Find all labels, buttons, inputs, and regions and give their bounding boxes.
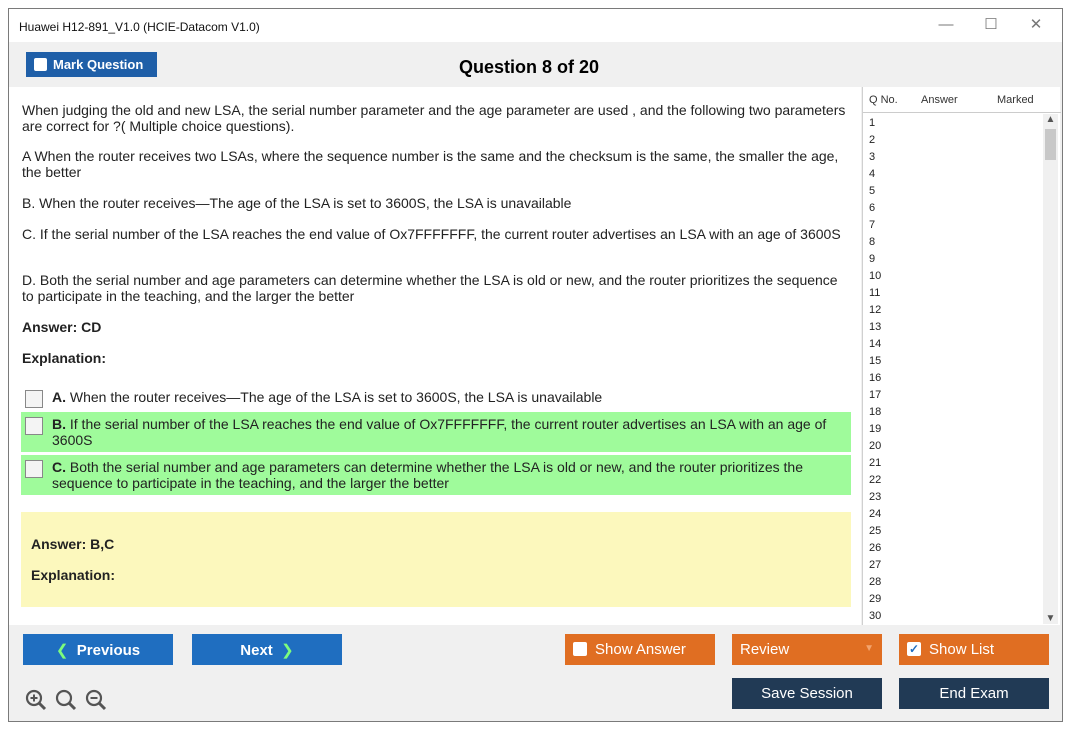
- question-list-item[interactable]: 6: [869, 202, 876, 214]
- answer-value: Answer: B,C: [31, 536, 115, 552]
- question-list-item[interactable]: 10: [869, 270, 882, 282]
- zoom-in-icon[interactable]: [25, 689, 47, 711]
- zoom-out-icon[interactable]: [85, 689, 107, 711]
- answer-label: Answer: CD: [22, 319, 102, 335]
- choice-b-text: B. When the router receives—The age of the LSA is set to 3600S, the LSA is unavailable: [22, 195, 572, 211]
- question-list-item[interactable]: 19: [869, 423, 882, 435]
- scroll-up-icon[interactable]: ▲: [1045, 114, 1056, 125]
- question-list-item[interactable]: 4: [869, 168, 876, 180]
- close-icon[interactable]: ✕: [1029, 16, 1043, 33]
- question-list-item[interactable]: 5: [869, 185, 876, 197]
- option-b[interactable]: [21, 412, 851, 452]
- option-a-checkbox[interactable]: [25, 390, 43, 408]
- question-list-item[interactable]: 20: [869, 440, 882, 452]
- checkbox-icon: [34, 58, 47, 71]
- question-list-item[interactable]: 27: [869, 559, 882, 571]
- question-title: Question 8 of 20: [458, 57, 600, 77]
- question-list-header: [863, 87, 1061, 113]
- save-session-button[interactable]: [732, 678, 882, 709]
- question-list-item[interactable]: 13: [869, 321, 882, 333]
- question-list-item[interactable]: 28: [869, 576, 882, 588]
- question-list-item[interactable]: 15: [869, 355, 882, 367]
- exam-window: [8, 8, 1063, 722]
- review-dropdown[interactable]: [732, 634, 882, 665]
- previous-label: Previous: [76, 642, 141, 659]
- show-list-label: Show List: [929, 641, 995, 658]
- next-label: Next: [240, 642, 273, 659]
- next-button[interactable]: [192, 634, 342, 665]
- question-list-item[interactable]: 29: [869, 593, 882, 605]
- question-list-item[interactable]: 16: [869, 372, 882, 384]
- question-panel: [9, 87, 861, 625]
- question-list-item[interactable]: 8: [869, 236, 876, 248]
- title-bar: [9, 9, 1062, 42]
- show-answer-label: Show Answer: [595, 641, 686, 658]
- minimize-icon[interactable]: —: [938, 16, 954, 33]
- show-list-button[interactable]: [899, 634, 1049, 665]
- chevron-right-icon: ❯: [281, 642, 294, 659]
- end-exam-label: End Exam: [939, 685, 1009, 702]
- answer-box: [21, 512, 851, 607]
- option-b-label: If the serial number of the LSA reaches the end value of Ox7FFFFFFF, the current router advertises an LSA with an age of 3600S: [52, 416, 827, 448]
- checkbox-icon: [573, 642, 587, 656]
- choice-d-text: D. Both the serial number and age parameters can determine whether the LSA is old or new, and the router prioritizes the sequence to participate in the teaching, and the larger the better: [22, 272, 838, 304]
- option-a-label: When the router receives—The age of the LSA is set to 3600S, the LSA is unavailable: [66, 389, 603, 405]
- col-qno: Q No.: [869, 94, 898, 106]
- option-a-letter: A.: [52, 389, 66, 405]
- review-label: Review: [740, 641, 790, 658]
- question-list-item[interactable]: 25: [869, 525, 882, 537]
- question-list-item[interactable]: 24: [869, 508, 882, 520]
- question-list-item[interactable]: 3: [869, 151, 876, 163]
- answer-explanation: Explanation:: [31, 567, 116, 583]
- option-c-checkbox[interactable]: [25, 460, 43, 478]
- mark-question-label: Mark Question: [53, 57, 144, 72]
- col-answer: Answer: [921, 94, 958, 106]
- scroll-down-icon[interactable]: ▼: [1045, 613, 1056, 624]
- question-list-item[interactable]: 18: [869, 406, 882, 418]
- option-c-letter: C.: [52, 459, 66, 475]
- checkbox-checked-icon: ✓: [908, 642, 920, 656]
- question-list-item[interactable]: 26: [869, 542, 882, 554]
- question-list-item[interactable]: 23: [869, 491, 882, 503]
- question-list-item[interactable]: 14: [869, 338, 882, 350]
- question-list-item[interactable]: 30: [869, 610, 882, 622]
- choice-c-text: C. If the serial number of the LSA reaches the end value of Ox7FFFFFFF, the current router advertises an LSA with an age of 3600S: [22, 226, 841, 242]
- end-exam-button[interactable]: [899, 678, 1049, 709]
- window-title: Huawei H12-891_V1.0 (HCIE-Datacom V1.0): [19, 20, 260, 34]
- question-stem: When judging the old and new LSA, the serial number parameter and the age parameter are used , and the following two parameters are correct for ?( Multiple choice questions).: [22, 102, 846, 134]
- option-c-label: Both the serial number and age parameters can determine whether the LSA is old or new, and the router prioritizes the sequence to participate in the teaching, and the larger the better: [52, 459, 803, 491]
- show-answer-button[interactable]: [565, 634, 715, 665]
- question-list-item[interactable]: 7: [869, 219, 876, 231]
- list-scrollbar[interactable]: [1043, 114, 1058, 624]
- save-session-label: Save Session: [761, 685, 853, 702]
- maximize-icon[interactable]: ☐: [984, 16, 998, 33]
- chevron-down-icon: ▼: [864, 643, 874, 654]
- question-list-item[interactable]: 9: [869, 253, 876, 265]
- question-list-item[interactable]: 11: [869, 287, 881, 299]
- choice-a-text: A When the router receives two LSAs, where the sequence number is the same and the checksum is the same, the smaller the age, the better: [22, 148, 839, 180]
- previous-button[interactable]: [23, 634, 173, 665]
- explanation-label: Explanation:: [22, 350, 107, 366]
- option-a[interactable]: [21, 385, 851, 411]
- option-b-checkbox[interactable]: [25, 417, 43, 435]
- option-b-letter: B.: [52, 416, 66, 432]
- question-list: [862, 87, 1060, 625]
- question-list-item[interactable]: 21: [869, 457, 882, 469]
- question-list-item[interactable]: 2: [869, 134, 876, 146]
- chevron-left-icon: ❮: [55, 642, 69, 659]
- scroll-thumb[interactable]: [1045, 129, 1056, 160]
- question-list-item[interactable]: 12: [869, 304, 882, 316]
- option-c[interactable]: [21, 455, 851, 495]
- question-list-item[interactable]: 1: [869, 117, 876, 129]
- question-list-item[interactable]: 22: [869, 474, 882, 486]
- zoom-reset-icon[interactable]: [55, 689, 77, 711]
- col-marked: Marked: [997, 94, 1034, 106]
- question-list-item[interactable]: 17: [869, 389, 882, 401]
- mark-question-button[interactable]: [26, 52, 157, 77]
